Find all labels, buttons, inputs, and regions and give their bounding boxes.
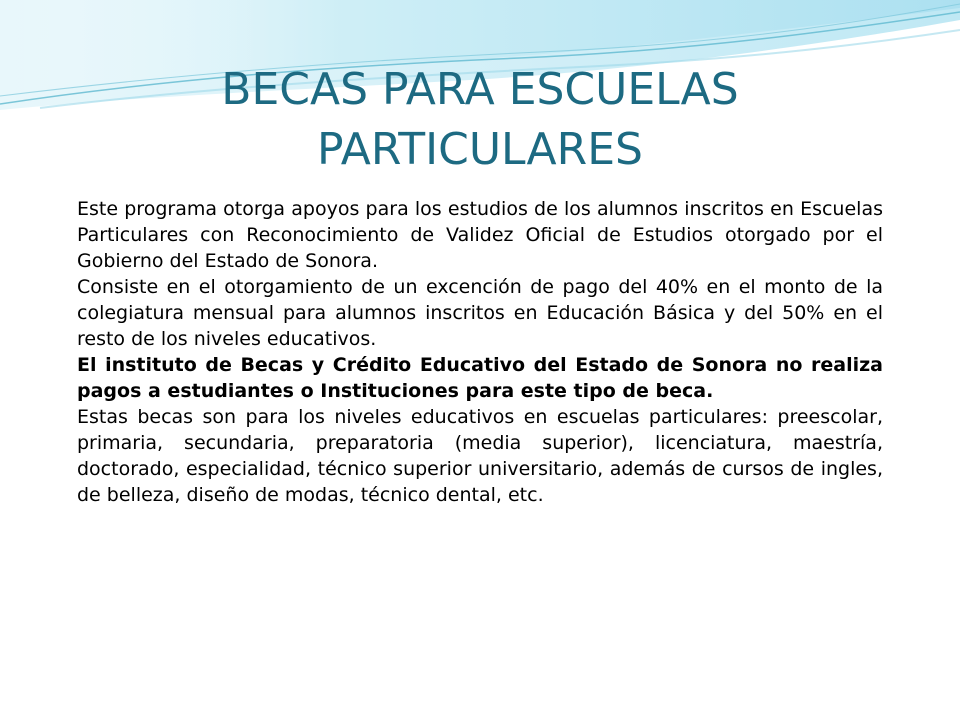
- paragraph-3-bold-notice: El instituto de Becas y Crédito Educativo del Estado de Sonora no realiza pagos a estudiantes o Instituciones para este tipo de beca.: [77, 354, 883, 402]
- paragraph-1: Este programa otorga apoyos para los estudios de los alumnos inscritos en Escuelas Particulares con Reconocimiento de Validez Oficial de Estudios otorgado por el Gobierno del Estado de Sonora.: [77, 198, 883, 272]
- slide-body: [77, 196, 883, 508]
- paragraph-4: Estas becas son para los niveles educativos en escuelas particulares: preescolar, primaria, secundaria, preparatoria (media superior), licenciatura, maestría, doctorado, especialidad, técnico superior universitario, además de cursos de ingles, de belleza, diseño de modas, técnico dental, etc.: [77, 406, 883, 506]
- paragraph-2: Consiste en el otorgamiento de un excención de pago del 40% en el monto de la colegiatura mensual para alumnos inscritos en Educación Básica y del 50% en el resto de los niveles educativos.: [77, 276, 883, 350]
- title-line-1: BECAS PARA ESCUELAS: [221, 64, 739, 115]
- title-line-2: PARTICULARES: [317, 124, 643, 175]
- slide-title: [90, 60, 870, 180]
